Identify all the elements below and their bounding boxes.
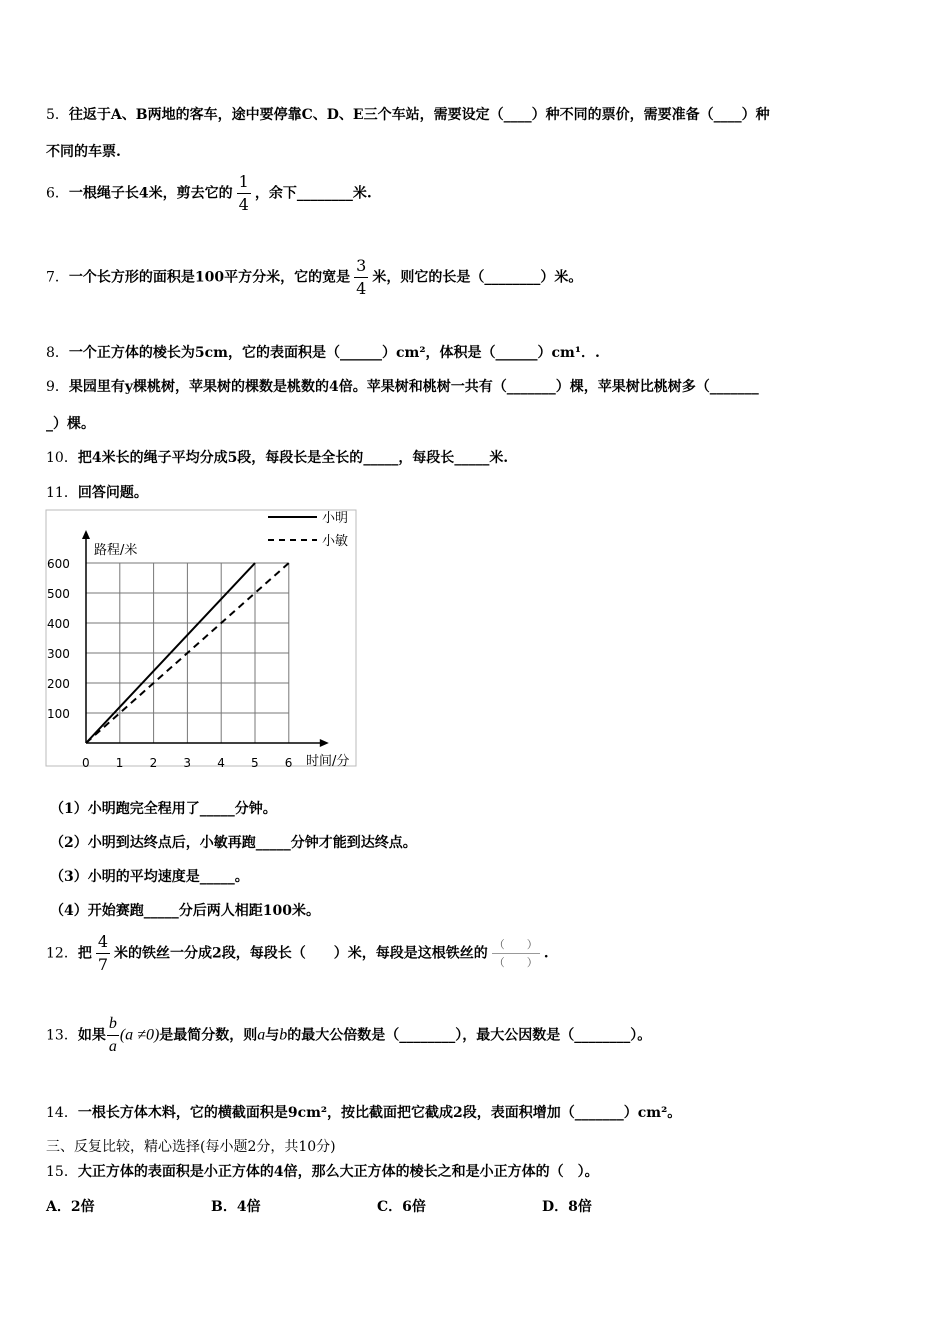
fraction-numerator: 3 [356, 256, 367, 275]
answer-fraction[interactable] [492, 939, 540, 968]
q13-var-a: a [257, 1026, 266, 1044]
q5-text-b: ）种不同的票价，需要准备（ [531, 107, 714, 123]
q11-title: 回答问题。 [77, 485, 148, 501]
q7-blank[interactable]: ________ [484, 269, 541, 286]
q11-sub-1 [50, 798, 277, 818]
fraction-denominator: 4 [238, 195, 249, 214]
q9-blank-2[interactable]: _______ [709, 379, 759, 395]
q14-text-b: ）cm²。 [623, 1105, 682, 1121]
option-c[interactable]: C．6倍 [377, 1199, 426, 1215]
section-3-heading [46, 1136, 336, 1156]
q10-blank-1[interactable]: _____ [363, 450, 399, 466]
q13-condition: (a ≠0) [119, 1026, 160, 1044]
q11-sub-3 [50, 866, 249, 886]
fraction-numerator: b [108, 1015, 117, 1032]
q12-text-b: 米的铁丝一分成2段，每段长（ ）米，每段是这根铁丝的 [114, 945, 488, 962]
q11-sub-2-blank[interactable]: _____ [255, 835, 291, 851]
fraction [354, 258, 368, 297]
y-tick-label: 600 [47, 557, 70, 571]
question-number: 14． [46, 1105, 78, 1121]
q11-sub-4-text-b: 分后两人相距100米。 [178, 903, 320, 919]
q6-text-b: ，余下 [254, 185, 297, 202]
chart-frame [46, 510, 356, 766]
q14-text-a: 一根长方体木料，它的横截面积是9cm²，按比截面把它截成2段，表面积增加（ [77, 1105, 575, 1121]
question-number: 8． [46, 345, 69, 361]
fraction [107, 1016, 119, 1055]
q8-text-b: ）cm²，体积是（ [382, 345, 496, 361]
q11-sub-1-text-b: 分钟。 [234, 801, 277, 817]
fraction-numerator: 4 [97, 932, 109, 951]
q10-blank-2[interactable]: _____ [454, 450, 490, 466]
question-15 [46, 1161, 599, 1181]
q14-blank[interactable]: _______ [574, 1105, 624, 1121]
answer-fraction-denominator[interactable]: （ ） [493, 956, 538, 969]
question-11 [46, 482, 148, 502]
y-tick-label: 100 [47, 707, 70, 721]
q11-sub-3-blank[interactable]: _____ [199, 869, 235, 885]
y-tick-label: 300 [47, 647, 70, 661]
q13-text-b: 是最简分数，则 [159, 1027, 258, 1044]
question-7 [46, 258, 582, 297]
q11-sub-3-text-a: （3）小明的平均速度是 [50, 869, 200, 885]
x-tick-label: 0 [82, 756, 90, 770]
y-axis-arrow [82, 530, 90, 539]
question-number: 13． [46, 1027, 78, 1044]
q13-blank-1[interactable]: ________ [399, 1027, 456, 1044]
q13-text-f: ）。 [630, 1027, 652, 1044]
q11-sub-1-blank[interactable]: _____ [199, 801, 235, 817]
q11-sub-4-blank[interactable]: _____ [143, 903, 179, 919]
question-number: 15． [46, 1164, 78, 1180]
q13-text-a: 如果 [77, 1027, 106, 1044]
x-axis-arrow [320, 739, 329, 747]
q10-text-b: ，每段长 [398, 450, 455, 466]
q11-sub-3-text-b: 。 [234, 869, 249, 885]
question-number: 6． [46, 185, 69, 202]
q13-blank-2[interactable]: ________ [574, 1027, 631, 1044]
q11-sub-2 [50, 832, 417, 852]
question-number: 7． [46, 269, 69, 286]
q6-text-c: 米. [352, 185, 372, 202]
q12-text-c: . [543, 945, 549, 962]
x-tick-label: 1 [115, 756, 124, 770]
x-tick-label: 4 [217, 756, 225, 770]
q11-sub-2-text-a: （2）小明到达终点后，小敏再跑 [50, 835, 256, 851]
section-3-title: 三、反复比较，精心选择(每小题2分，共10分) [46, 1139, 336, 1155]
y-tick-label: 500 [47, 587, 70, 601]
fraction-denominator: a [108, 1038, 117, 1055]
answer-fraction-numerator[interactable]: （ ） [493, 938, 538, 951]
q7-text-a: 一个长方形的面积是100平方分米，它的宽是 [68, 269, 351, 286]
x-tick-label: 3 [183, 756, 192, 770]
q8-text-c: ）cm¹．. [537, 345, 600, 361]
legend-label-1: 小明 [322, 511, 349, 526]
q10-text-c: 米. [489, 450, 509, 466]
option-d[interactable]: D．8倍 [542, 1199, 592, 1215]
q13-text-e: ），最大公因数是（ [455, 1027, 575, 1044]
fraction [237, 174, 251, 213]
q10-text-a: 把4米长的绳子平均分成5段，每段长是全长的 [77, 450, 364, 466]
q6-blank[interactable]: ________ [296, 185, 353, 202]
fraction [96, 934, 110, 973]
question-6 [46, 174, 372, 213]
q8-blank-2[interactable]: ______ [495, 345, 538, 361]
q13-text-d: 的最大公倍数是（ [287, 1027, 400, 1044]
question-14 [46, 1102, 681, 1122]
question-8 [46, 342, 600, 362]
question-10 [46, 447, 508, 467]
y-tick-label: 200 [47, 677, 70, 691]
option-a[interactable]: A．2倍 [46, 1199, 95, 1215]
q9-blank-1[interactable]: _______ [506, 379, 556, 395]
question-number: 11． [46, 485, 78, 501]
fraction-numerator: 1 [238, 172, 249, 191]
question-12 [46, 934, 549, 973]
line-chart [44, 508, 374, 776]
y-axis-label: 路程/米 [94, 543, 138, 558]
question-9-continued [46, 413, 95, 433]
question-9 [46, 376, 759, 396]
q6-text-a: 一根绳子长4米，剪去它的 [68, 185, 233, 202]
fraction-denominator: 7 [97, 955, 109, 974]
q8-blank-1[interactable]: ______ [340, 345, 382, 361]
x-axis-label: 时间/分 [306, 754, 350, 769]
q9-text-a: 果园里有y棵桃树，苹果树的棵数是桃数的4倍。苹果树和桃树一共有（ [68, 379, 507, 395]
q7-text-c: ）米。 [540, 269, 583, 286]
fraction-denominator: 4 [356, 279, 367, 298]
q5-blank-1[interactable]: ____ [503, 107, 532, 123]
question-13 [46, 1016, 651, 1055]
x-tick-label: 6 [284, 756, 293, 770]
question-number: 5． [46, 107, 69, 123]
q11-sub-4 [50, 900, 320, 920]
y-tick-label: 400 [47, 617, 70, 631]
q13-text-c: 与 [265, 1027, 280, 1044]
q5-text-cont: 不同的车票. [46, 144, 121, 160]
q15-text-a: 大正方体的表面积是小正方体的4倍，那么大正方体的棱长之和是小正方体的（ ）。 [77, 1164, 599, 1180]
q9-text-b: ）棵，苹果树比桃树多（ [555, 379, 710, 395]
chart-legend [268, 511, 348, 549]
q8-text-a: 一个正方体的棱长为5cm，它的表面积是（ [68, 345, 340, 361]
q5-text-c: ）种 [741, 107, 770, 123]
question-5 [46, 104, 770, 124]
q5-text-a: 往返于A、B两地的客车，途中要停靠C、D、E三个车站，需要设定（ [68, 107, 504, 123]
q11-sub-1-text-a: （1）小明跑完全程用了 [50, 801, 200, 817]
legend-label-2: 小敏 [322, 534, 349, 549]
q7-text-b: 米，则它的长是（ [372, 269, 485, 286]
q11-sub-4-text-a: （4）开始赛跑 [50, 903, 144, 919]
question-number: 9． [46, 379, 69, 395]
q5-blank-2[interactable]: ____ [713, 107, 742, 123]
q9-text-cont: _）棵。 [46, 416, 95, 432]
q13-var-b: b [279, 1026, 288, 1044]
question-number: 12． [46, 945, 78, 962]
x-tick-label: 5 [251, 756, 259, 770]
x-tick-label: 2 [149, 756, 158, 770]
question-5-continued [46, 141, 121, 161]
chart-ticks [47, 557, 292, 770]
question-number: 10． [46, 450, 78, 466]
option-b[interactable]: B．4倍 [211, 1199, 261, 1215]
q11-sub-2-text-b: 分钟才能到达终点。 [290, 835, 417, 851]
q12-text-a: 把 [77, 945, 92, 962]
